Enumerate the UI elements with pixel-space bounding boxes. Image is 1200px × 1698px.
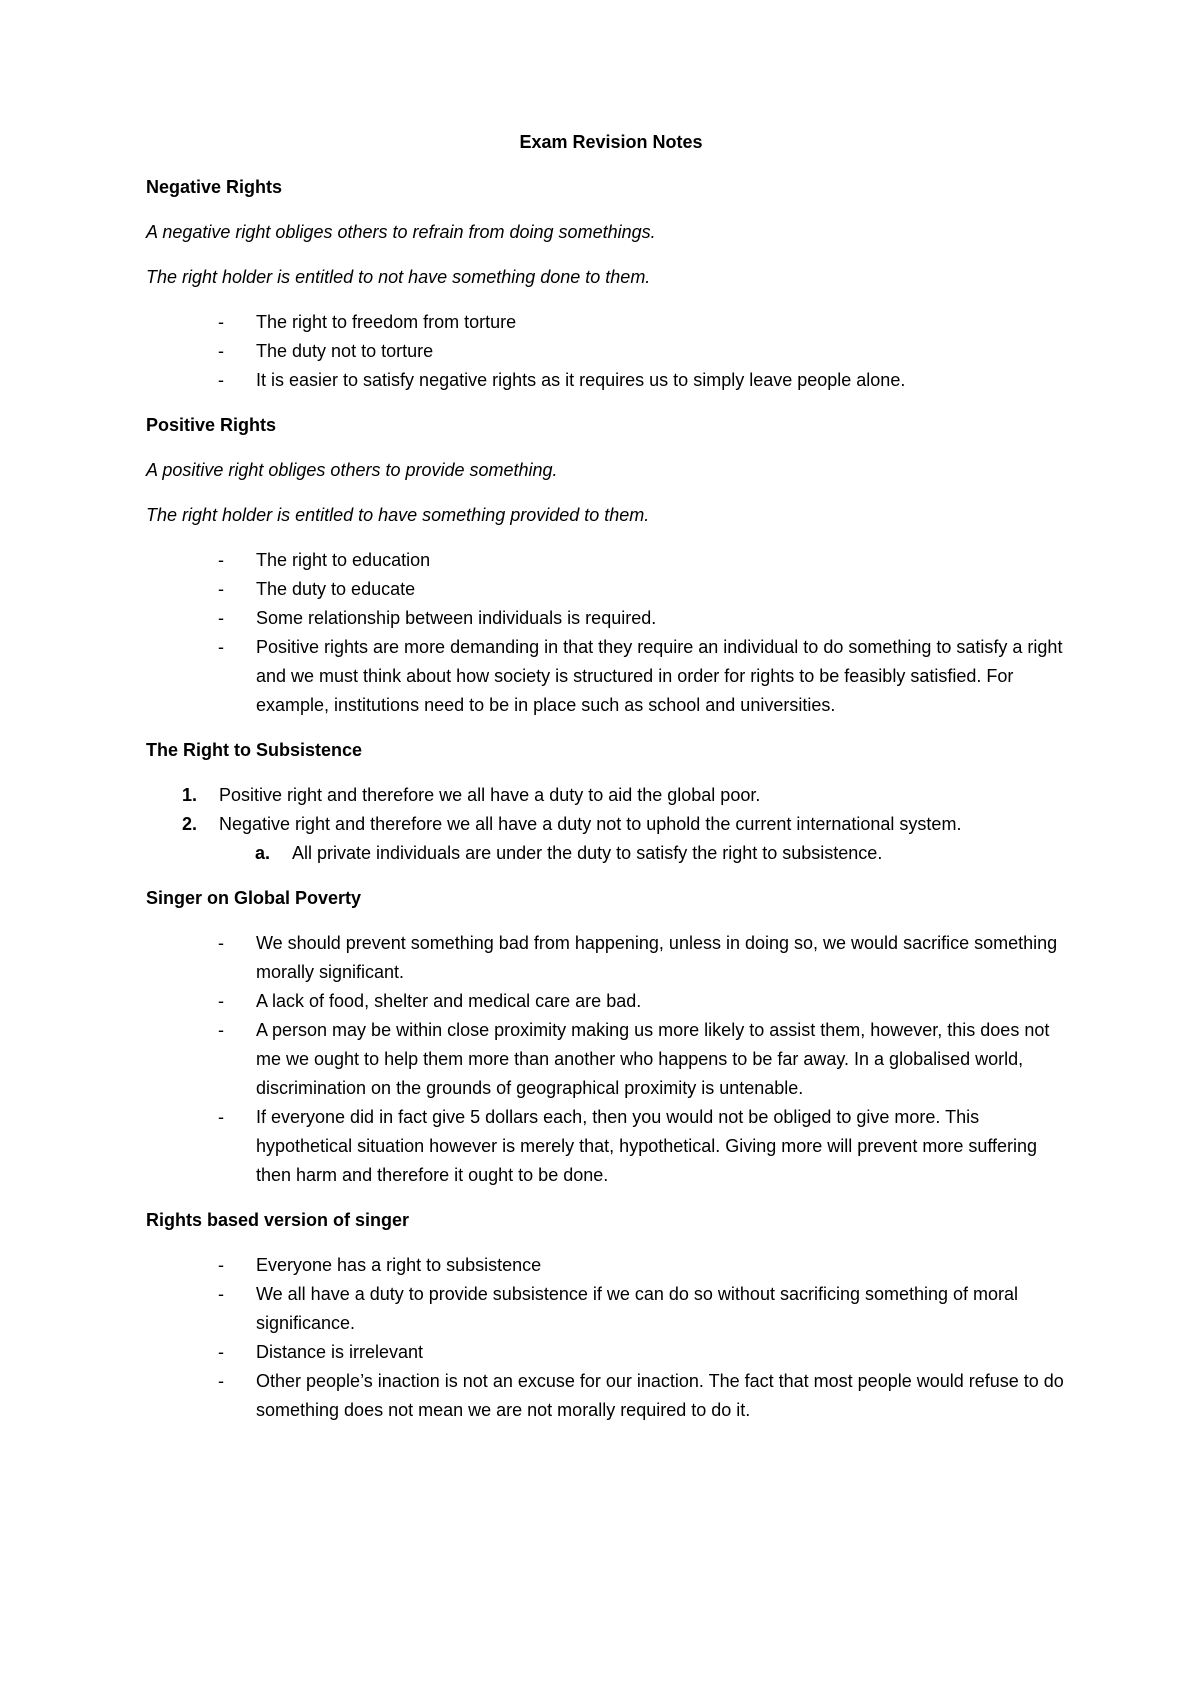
list-item: - Some relationship between individuals is required.	[218, 608, 657, 628]
subsistence-sublist	[219, 839, 1076, 868]
list-item: - The right to freedom from torture	[218, 312, 517, 332]
singer-list	[146, 929, 1076, 1190]
list-item: - The duty to educate	[218, 579, 416, 599]
negative-holder: The right holder is entitled to not have something done to them.	[146, 267, 651, 287]
list-item: - The right to education	[218, 550, 431, 570]
list-item: - Everyone has a right to subsistence	[218, 1255, 542, 1275]
list-item: - Positive rights are more demanding in that they require an individual to do something to satisfy a right and we must think about how society is structured in order for rights to be feasibly satisfied. For example, institutions need to be in place such as school and universities.	[218, 637, 1063, 715]
document-page	[146, 128, 1076, 1441]
list-item: - A person may be within close proximity making us more likely to assist them, however, this does not me we ought to help them more than another who happens to be far away. In a globalised world, discrimination on the grounds of geographical proximity is untenable.	[218, 1020, 1050, 1098]
negative-list	[146, 308, 1076, 395]
list-item: a. All private individuals are under the duty to satisfy the right to subsistence.	[255, 843, 883, 863]
heading-right-to-subsistence: The Right to Subsistence	[146, 740, 363, 760]
document-title: Exam Revision Notes	[519, 132, 703, 152]
heading-positive-rights: Positive Rights	[146, 415, 277, 435]
list-item: 1. Positive right and therefore we all have a duty to aid the global poor.	[182, 785, 761, 805]
rights-singer-list	[146, 1251, 1076, 1425]
negative-definition: A negative right obliges others to refrain from doing somethings.	[146, 222, 656, 242]
list-item: - If everyone did in fact give 5 dollars each, then you would not be obliged to give more. This hypothetical situation however is merely that, hypothetical. Giving more will prevent more suffering then harm and therefore it ought to be done.	[218, 1107, 1038, 1185]
positive-list	[146, 546, 1076, 720]
heading-singer-global-poverty: Singer on Global Poverty	[146, 888, 362, 908]
list-item: 2. Negative right and therefore we all have a duty not to uphold the current international system. a. All private individuals are under the duty to satisfy the right to subsistence.	[146, 810, 1076, 868]
list-item: - It is easier to satisfy negative rights as it requires us to simply leave people alone.	[218, 370, 906, 390]
heading-negative-rights: Negative Rights	[146, 177, 283, 197]
subsistence-list	[146, 781, 1076, 868]
positive-definition: A positive right obliges others to provide something.	[146, 460, 558, 480]
list-item: - The duty not to torture	[218, 341, 434, 361]
list-item: - Other people’s inaction is not an excuse for our inaction. The fact that most people would refuse to do something does not mean we are not morally required to do it.	[218, 1371, 1064, 1420]
positive-holder: The right holder is entitled to have something provided to them.	[146, 505, 650, 525]
list-item: - A lack of food, shelter and medical care are bad.	[218, 991, 642, 1011]
list-item: - We should prevent something bad from happening, unless in doing so, we would sacrifice something morally significant.	[218, 933, 1058, 982]
list-item: - Distance is irrelevant	[218, 1342, 424, 1362]
heading-rights-based-singer: Rights based version of singer	[146, 1210, 410, 1230]
list-item: - We all have a duty to provide subsistence if we can do so without sacrificing something of moral significance.	[218, 1284, 1019, 1333]
